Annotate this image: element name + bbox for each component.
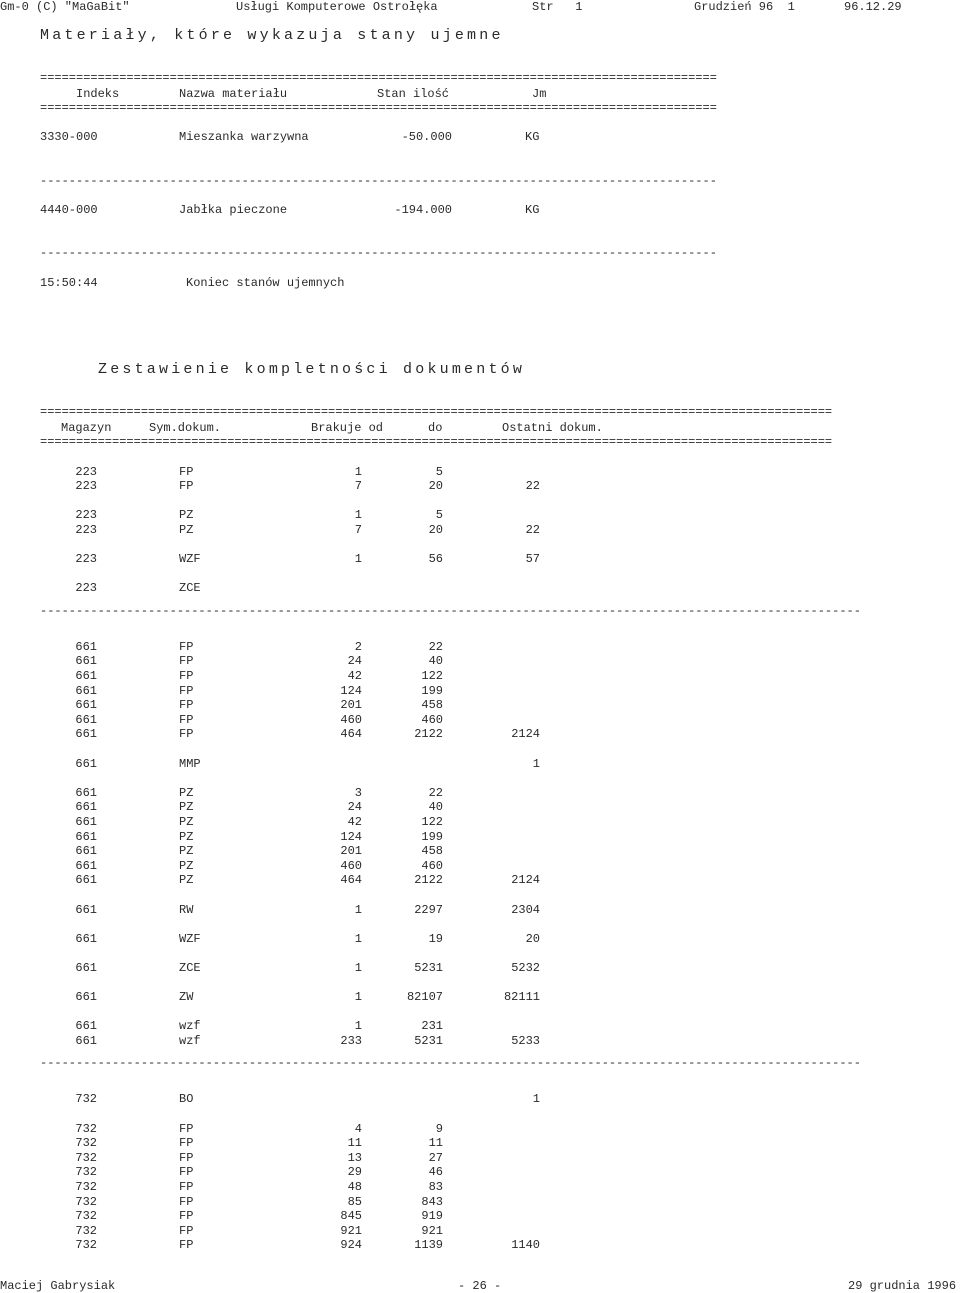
row-doc-symbol: FP bbox=[179, 639, 194, 654]
row-doc-symbol: PZ bbox=[179, 785, 194, 800]
group-rule: ------------------------------------------------------------------------------------------------------------------ bbox=[40, 1056, 861, 1071]
row-doc-symbol: FP bbox=[179, 1179, 194, 1194]
row-last-doc: 5232 bbox=[511, 960, 540, 975]
row-doc-symbol: BO bbox=[179, 1092, 194, 1107]
row-warehouse: 661 bbox=[75, 654, 97, 669]
row-missing-from: 460 bbox=[340, 712, 362, 727]
row-warehouse: 732 bbox=[75, 1150, 97, 1165]
row-missing-to: 458 bbox=[421, 698, 443, 713]
col-header-sym: Sym.dokum. bbox=[149, 421, 222, 435]
row-last-doc: 1140 bbox=[511, 1238, 540, 1253]
row-warehouse: 732 bbox=[75, 1092, 97, 1107]
row-warehouse: 661 bbox=[75, 712, 97, 727]
col-header-last: Ostatni dokum. bbox=[502, 421, 603, 435]
row-unit: KG bbox=[525, 203, 540, 217]
row-doc-symbol: wzf bbox=[179, 1019, 201, 1034]
col-header-qty: Stan ilość bbox=[377, 87, 450, 101]
row-missing-from: 124 bbox=[340, 683, 362, 698]
row-missing-from: 13 bbox=[347, 1150, 362, 1165]
row-warehouse: 732 bbox=[75, 1136, 97, 1151]
row-warehouse: 661 bbox=[75, 727, 97, 742]
double-rule: ============================================================================================================== bbox=[40, 435, 833, 449]
row-missing-from: 4 bbox=[354, 1121, 362, 1136]
footer-author: Maciej Gabrysiak bbox=[0, 1279, 116, 1293]
header-program: Gm-0 (C) "MaGaBit" bbox=[0, 0, 130, 14]
row-missing-to: 2122 bbox=[414, 873, 443, 888]
row-warehouse: 661 bbox=[75, 858, 97, 873]
single-rule: ---------------------------------------------------------------------------------------------- bbox=[40, 246, 717, 260]
row-last-doc: 22 bbox=[525, 522, 540, 537]
row-doc-symbol: FP bbox=[179, 479, 194, 494]
double-rule: ============================================================================================== bbox=[40, 71, 717, 85]
row-doc-symbol: FP bbox=[179, 1238, 194, 1253]
row-doc-symbol: WZF bbox=[179, 931, 201, 946]
row-warehouse: 223 bbox=[75, 581, 97, 596]
row-warehouse: 732 bbox=[75, 1165, 97, 1180]
row-missing-to: 22 bbox=[428, 639, 443, 654]
col-header-index: Indeks bbox=[76, 87, 120, 101]
end-text: Koniec stanów ujemnych bbox=[186, 276, 345, 290]
row-doc-symbol: ZCE bbox=[179, 960, 201, 975]
row-missing-to: 82107 bbox=[406, 990, 443, 1005]
row-doc-symbol: WZF bbox=[179, 552, 201, 567]
row-warehouse: 223 bbox=[75, 464, 97, 479]
row-missing-from: 85 bbox=[347, 1194, 362, 1209]
row-missing-to: 231 bbox=[421, 1019, 443, 1034]
row-last-doc: 22 bbox=[525, 479, 540, 494]
row-missing-from: 1 bbox=[354, 552, 362, 567]
row-warehouse: 661 bbox=[75, 829, 97, 844]
row-missing-from: 1 bbox=[354, 990, 362, 1005]
row-doc-symbol: FP bbox=[179, 1150, 194, 1165]
row-warehouse: 661 bbox=[75, 990, 97, 1005]
footer-date: 29 grudnia 1996 bbox=[848, 1279, 957, 1293]
row-doc-symbol: PZ bbox=[179, 873, 194, 888]
row-warehouse: 732 bbox=[75, 1223, 97, 1238]
row-missing-from: 42 bbox=[347, 668, 362, 683]
row-qty: -50.000 bbox=[401, 130, 452, 144]
section2-title: Zestawienie kompletności dokumentów bbox=[98, 361, 526, 378]
row-index: 3330-000 bbox=[40, 130, 98, 144]
row-doc-symbol: FP bbox=[179, 1136, 194, 1151]
row-missing-to: 40 bbox=[428, 654, 443, 669]
row-missing-from: 1 bbox=[354, 1019, 362, 1034]
row-name: Jabłka pieczone bbox=[179, 203, 288, 217]
row-missing-to: 919 bbox=[421, 1209, 443, 1224]
row-missing-from: 124 bbox=[340, 829, 362, 844]
row-missing-to: 5231 bbox=[414, 960, 443, 975]
row-missing-from: 845 bbox=[340, 1209, 362, 1224]
row-warehouse: 661 bbox=[75, 800, 97, 815]
row-doc-symbol: PZ bbox=[179, 522, 194, 537]
row-missing-to: 122 bbox=[421, 668, 443, 683]
row-missing-from: 1 bbox=[354, 902, 362, 917]
row-warehouse: 732 bbox=[75, 1209, 97, 1224]
row-warehouse: 661 bbox=[75, 1033, 97, 1048]
row-missing-from: 7 bbox=[354, 522, 362, 537]
row-missing-to: 40 bbox=[428, 800, 443, 815]
row-doc-symbol: FP bbox=[179, 698, 194, 713]
row-missing-to: 5231 bbox=[414, 1033, 443, 1048]
row-missing-from: 24 bbox=[347, 654, 362, 669]
header-period: Grudzień 96 1 bbox=[694, 0, 795, 14]
row-missing-to: 5 bbox=[435, 508, 443, 523]
row-missing-from: 42 bbox=[347, 814, 362, 829]
row-doc-symbol: FP bbox=[179, 1121, 194, 1136]
row-warehouse: 223 bbox=[75, 522, 97, 537]
section1-title: Materiały, które wykazuja stany ujemne bbox=[40, 27, 504, 44]
row-missing-to: 56 bbox=[428, 552, 443, 567]
row-last-doc: 2124 bbox=[511, 873, 540, 888]
row-missing-from: 7 bbox=[354, 479, 362, 494]
row-missing-to: 2122 bbox=[414, 727, 443, 742]
row-warehouse: 661 bbox=[75, 1019, 97, 1034]
row-qty: -194.000 bbox=[394, 203, 452, 217]
row-doc-symbol: PZ bbox=[179, 844, 194, 859]
row-missing-from: 48 bbox=[347, 1179, 362, 1194]
row-missing-to: 19 bbox=[428, 931, 443, 946]
row-last-doc: 2124 bbox=[511, 727, 540, 742]
row-missing-from: 924 bbox=[340, 1238, 362, 1253]
footer-page: - 26 - bbox=[458, 1279, 502, 1293]
row-missing-from: 24 bbox=[347, 800, 362, 815]
row-doc-symbol: FP bbox=[179, 712, 194, 727]
row-warehouse: 223 bbox=[75, 552, 97, 567]
row-missing-to: 1139 bbox=[414, 1238, 443, 1253]
row-missing-to: 83 bbox=[428, 1179, 443, 1194]
row-doc-symbol: ZCE bbox=[179, 581, 201, 596]
row-missing-to: 2297 bbox=[414, 902, 443, 917]
col-header-name: Nazwa materiału bbox=[179, 87, 288, 101]
row-missing-to: 27 bbox=[428, 1150, 443, 1165]
row-missing-from: 464 bbox=[340, 873, 362, 888]
row-doc-symbol: FP bbox=[179, 1223, 194, 1238]
row-missing-from: 3 bbox=[354, 785, 362, 800]
row-warehouse: 223 bbox=[75, 479, 97, 494]
row-doc-symbol: FP bbox=[179, 727, 194, 742]
col-header-to: do bbox=[428, 421, 443, 435]
row-warehouse: 661 bbox=[75, 756, 97, 771]
row-missing-to: 921 bbox=[421, 1223, 443, 1238]
row-missing-from: 29 bbox=[347, 1165, 362, 1180]
row-missing-from: 464 bbox=[340, 727, 362, 742]
row-warehouse: 732 bbox=[75, 1121, 97, 1136]
row-missing-to: 843 bbox=[421, 1194, 443, 1209]
row-doc-symbol: wzf bbox=[179, 1033, 201, 1048]
row-missing-from: 233 bbox=[340, 1033, 362, 1048]
row-missing-from: 921 bbox=[340, 1223, 362, 1238]
row-missing-to: 122 bbox=[421, 814, 443, 829]
row-doc-symbol: FP bbox=[179, 1194, 194, 1209]
row-warehouse: 661 bbox=[75, 873, 97, 888]
row-doc-symbol: MMP bbox=[179, 756, 201, 771]
row-missing-from: 1 bbox=[354, 508, 362, 523]
row-warehouse: 732 bbox=[75, 1238, 97, 1253]
row-doc-symbol: PZ bbox=[179, 814, 194, 829]
row-missing-to: 11 bbox=[428, 1136, 443, 1151]
row-missing-to: 460 bbox=[421, 712, 443, 727]
row-missing-to: 46 bbox=[428, 1165, 443, 1180]
header-company: Usługi Komputerowe Ostrołęka bbox=[236, 0, 438, 14]
row-warehouse: 661 bbox=[75, 698, 97, 713]
row-doc-symbol: PZ bbox=[179, 858, 194, 873]
row-missing-to: 22 bbox=[428, 785, 443, 800]
row-warehouse: 661 bbox=[75, 931, 97, 946]
row-warehouse: 661 bbox=[75, 683, 97, 698]
row-missing-to: 458 bbox=[421, 844, 443, 859]
row-doc-symbol: FP bbox=[179, 1165, 194, 1180]
row-warehouse: 223 bbox=[75, 508, 97, 523]
row-last-doc: 1 bbox=[532, 756, 540, 771]
row-warehouse: 661 bbox=[75, 639, 97, 654]
row-warehouse: 661 bbox=[75, 668, 97, 683]
row-doc-symbol: FP bbox=[179, 654, 194, 669]
row-last-doc: 2304 bbox=[511, 902, 540, 917]
row-index: 4440-000 bbox=[40, 203, 98, 217]
row-last-doc: 82111 bbox=[503, 990, 540, 1005]
row-doc-symbol: PZ bbox=[179, 508, 194, 523]
row-missing-from: 1 bbox=[354, 464, 362, 479]
end-time: 15:50:44 bbox=[40, 276, 98, 290]
row-missing-from: 1 bbox=[354, 960, 362, 975]
row-last-doc: 5233 bbox=[511, 1033, 540, 1048]
header-page-label: Str 1 bbox=[532, 0, 583, 14]
row-name: Mieszanka warzywna bbox=[179, 130, 309, 144]
row-missing-to: 199 bbox=[421, 683, 443, 698]
row-warehouse: 661 bbox=[75, 814, 97, 829]
row-missing-from: 201 bbox=[340, 844, 362, 859]
row-warehouse: 661 bbox=[75, 785, 97, 800]
row-warehouse: 732 bbox=[75, 1194, 97, 1209]
row-doc-symbol: PZ bbox=[179, 800, 194, 815]
row-last-doc: 1 bbox=[532, 1092, 540, 1107]
row-missing-to: 20 bbox=[428, 479, 443, 494]
row-doc-symbol: FP bbox=[179, 668, 194, 683]
row-missing-from: 460 bbox=[340, 858, 362, 873]
row-doc-symbol: PZ bbox=[179, 829, 194, 844]
double-rule: ============================================================================================================== bbox=[40, 405, 833, 419]
row-last-doc: 57 bbox=[525, 552, 540, 567]
row-missing-from: 1 bbox=[354, 931, 362, 946]
row-unit: KG bbox=[525, 130, 540, 144]
row-last-doc: 20 bbox=[525, 931, 540, 946]
col-header-unit: Jm bbox=[532, 87, 547, 101]
row-missing-from: 2 bbox=[354, 639, 362, 654]
col-header-missing-from: Brakuje od bbox=[311, 421, 384, 435]
header-date: 96.12.29 bbox=[844, 0, 902, 14]
group-rule: ------------------------------------------------------------------------------------------------------------------ bbox=[40, 603, 861, 618]
row-warehouse: 661 bbox=[75, 844, 97, 859]
row-warehouse: 661 bbox=[75, 902, 97, 917]
row-doc-symbol: FP bbox=[179, 683, 194, 698]
row-warehouse: 661 bbox=[75, 960, 97, 975]
row-doc-symbol: ZW bbox=[179, 990, 194, 1005]
row-doc-symbol: RW bbox=[179, 902, 194, 917]
col-header-warehouse: Magazyn bbox=[61, 421, 112, 435]
row-warehouse: 732 bbox=[75, 1179, 97, 1194]
row-missing-to: 5 bbox=[435, 464, 443, 479]
row-missing-from: 201 bbox=[340, 698, 362, 713]
row-missing-to: 9 bbox=[435, 1121, 443, 1136]
row-missing-to: 460 bbox=[421, 858, 443, 873]
row-missing-to: 199 bbox=[421, 829, 443, 844]
row-doc-symbol: FP bbox=[179, 1209, 194, 1224]
single-rule: ---------------------------------------------------------------------------------------------- bbox=[40, 174, 717, 188]
double-rule: ============================================================================================== bbox=[40, 101, 717, 115]
row-missing-to: 20 bbox=[428, 522, 443, 537]
row-doc-symbol: FP bbox=[179, 464, 194, 479]
row-missing-from: 11 bbox=[347, 1136, 362, 1151]
